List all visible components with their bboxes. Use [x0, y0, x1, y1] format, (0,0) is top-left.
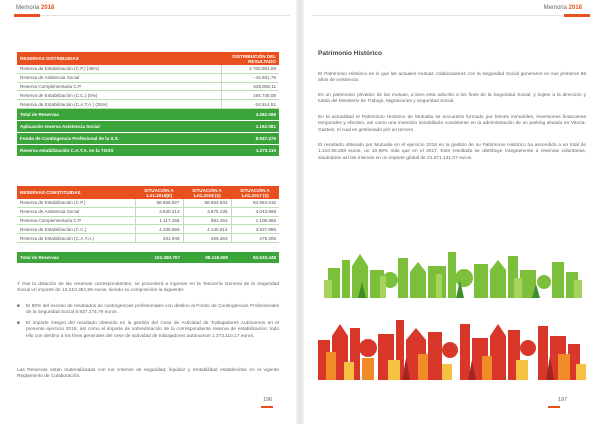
right-page-number-line — [548, 406, 560, 408]
table2-total-label: Total de Reservas — [17, 252, 135, 264]
table2-row-label: Reserva de Estabilización (C.A.T.A.) — [17, 234, 135, 243]
table2-row-label: Reserva de Asistencia Social — [17, 207, 135, 216]
table1-row — [17, 73, 279, 82]
memoria-label: Memoria — [16, 5, 40, 11]
table1-total-row — [17, 144, 279, 156]
table2-row-2018: 4.140.814 — [183, 225, 231, 234]
table2-header-label: RESERVAS CONSTITUIDAS — [17, 186, 135, 199]
table2-total-2018: 98.118.609 — [183, 252, 231, 264]
table2-spacer-row — [17, 242, 279, 252]
table1-header-label: RESERVAS DISTRIBUIDAS — [17, 52, 221, 65]
patrimonio-title: Patrimonio Histórico — [318, 50, 382, 57]
table2-row — [17, 199, 279, 207]
bullet-text: El 80% del exceso de resultados de contingencias profesionales con destino al Fondo de Contingencias Profesionales de la Seguridad Social 8.937.274,79 euros. — [26, 304, 279, 316]
table1-row — [17, 91, 279, 100]
table2-row-2018: 3.875.135 — [183, 207, 231, 216]
table2-row-2017: 479.205 — [231, 234, 279, 243]
right-paragraph-4: El resultado obtenido por Mutualia en el ejercicio 2018 en la gestión de su Patrimonio Histórico ha ascendido a un total de 1.310.99.258 euros, un 10,99% más que en el 2017. Este resultado se distribuye íntegramente a reservas voluntarias, situándose así las mismas en un importe global de 21.571.131,07 euros. — [318, 143, 586, 161]
table2-row-label: Reserva de Estabilización (C.C.) — [17, 225, 135, 234]
table1-row-value: 535.906,11 — [221, 82, 279, 91]
table1-row-value: -24.514,51 — [221, 100, 279, 109]
left-bullet-list — [17, 304, 279, 344]
table1-total-label: Reserva estabilización C.A.T.A. en la TGSS — [17, 144, 221, 156]
city-skyline-illustration — [318, 240, 588, 390]
table1-total-label: Aplicación reserva Asistencia Social — [17, 120, 221, 132]
right-paragraph-1: El Patrimonio Histórico es lo que las actuales mutuas colaboradoras con la Seguridad Social generaron en sus primeros 66 años de existencia. — [318, 72, 586, 84]
left-page — [0, 0, 298, 424]
table1-row-label: Reserva de Estabilización (C.C.) (5%) — [17, 91, 221, 100]
table2-total-2019: 102.380.707 — [135, 252, 183, 264]
bullet-dot: ■ — [17, 304, 20, 309]
right-page-number: 197 — [558, 397, 568, 403]
table1-row-label: Reserva Complementaria C.P. — [17, 82, 221, 91]
table2-row-2017: 84.963.515 — [231, 199, 279, 207]
table2-row-2019: 3.830.213 — [135, 207, 183, 216]
table1-row-value: - 44.921,78 — [221, 73, 279, 82]
table2-row-2019: 431.949 — [135, 234, 183, 243]
table1-total-label: Total de Reservas — [17, 108, 221, 120]
table2-header-2017: SITUACIÓN A 1.01.2017 (€) — [231, 186, 279, 199]
table2-row-2017: 4.043.868 — [231, 207, 279, 216]
table1-total-value: 1.273.110 — [221, 144, 279, 156]
header-memoria-left — [16, 5, 54, 11]
table2-row — [17, 216, 279, 225]
table2-row-2019: 4.335.559 — [135, 225, 183, 234]
table2-row — [17, 207, 279, 216]
table1-total-value: 8.937.275 — [221, 132, 279, 144]
table2-row — [17, 234, 279, 243]
table2-row-label: Reserva de Estabilización (C.P.) — [17, 199, 135, 207]
table2-row-label: Reserva Complementaria C.P. — [17, 216, 135, 225]
bullet-item — [17, 321, 279, 340]
table2-row-2018: 88.864.944 — [183, 199, 231, 207]
table1-total-row — [17, 108, 279, 120]
table2-row-2018: 456.463 — [183, 234, 231, 243]
right-paragraph-3: En la actualidad el Patrimonio Histórico de Mutualia se encuentra formado por bienes inmuebles, inversiones financieras temporales y efectivo, así como una inversión inmobiliaria consistente en la administración de un parking situado en Vitoria-Gasteiz, el cual es gestionado por un tercero. — [318, 115, 586, 133]
table1-total-row — [17, 132, 279, 144]
left-paragraph-2: Las Reservas están materializadas con los criterios de seguridad, liquidez y rentabilidad establecidos en el vigente Reglamento de Colaboración. — [17, 368, 279, 380]
table1-row-label: Reserva de Estabilización (C.P.) (45%) — [17, 65, 221, 73]
memoria-label: Memoria — [543, 5, 567, 11]
header-accent-right — [564, 14, 590, 17]
table2-row-2019: 1.117.159 — [135, 216, 183, 225]
header-rule-right — [312, 15, 590, 16]
table2-row — [17, 225, 279, 234]
table1-total-value: 4.262.098 — [221, 108, 279, 120]
header-accent-left — [14, 14, 40, 17]
bullet-text: El importe íntegro del resultado obtenido en la gestión del Cese de Actividad de Trabajadores Autónomos en el presente ejercicio 2018, así como el importe de sobredotación de la correspondiente reserva de estabilización; todo ello con destino a los fines generales del cese de actividad de trabajadores autónomos 1.273.110,17 euros. — [26, 320, 279, 339]
bullet-item — [17, 304, 279, 317]
left-page-number: 196 — [263, 397, 273, 403]
left-page-number-line — [261, 406, 273, 408]
reservas-distribuidas-table — [17, 52, 279, 157]
skyline-green-row — [328, 252, 578, 298]
memoria-year: 2018 — [41, 5, 55, 11]
table2-row-2017: 1.108.965 — [231, 216, 279, 225]
bullet-dot: ■ — [17, 320, 20, 326]
table1-header-value: DISTRIBUCIÓN DEL RESULTADO — [221, 52, 279, 65]
right-paragraph-2: Es un patrimonio privativo de las mutuas, a bien esta adscrito a los fines de la Seguridad Social, y sujeto a la dirección y tutela del Ministerio de Trabajo, Migraciones y Seguridad Social. — [318, 93, 586, 105]
table2-total-2017: 94.533.448 — [231, 252, 279, 264]
table1-row-value: 4.700.881,99 — [221, 65, 279, 73]
table1-row-label: Reserva de Asistencia Social — [17, 73, 221, 82]
table1-row — [17, 65, 279, 73]
table2-spacer-cell — [17, 242, 279, 252]
table1-row-value: 194.745,08 — [221, 91, 279, 100]
table1-total-value: 1.162.081 — [221, 120, 279, 132]
reservas-constituidas-table — [17, 186, 279, 264]
table2-row-2019: 98.665.827 — [135, 199, 183, 207]
header-rule-left — [14, 15, 290, 16]
table1-total-row — [17, 120, 279, 132]
table1-row — [17, 82, 279, 91]
memoria-year: 2018 — [568, 5, 582, 11]
header-memoria-right — [544, 5, 582, 11]
table2-row-2018: 981.253 — [183, 216, 231, 225]
table1-total-label: Fondo de Contingencia Profesional de la S.S. — [17, 132, 221, 144]
table1-row-label: Reserva de Estabilización (C.A.T.A.) (25%) — [17, 100, 221, 109]
table2-header-2018: SITUACIÓN A 1.01.2018 (€) — [183, 186, 231, 199]
table1-row — [17, 100, 279, 109]
table2-row-2017: 3.937.895 — [231, 225, 279, 234]
table2-header-2019: SITUACIÓN A 1.01.2019(€) — [135, 186, 183, 199]
left-paragraph-1: Y tras la dotación de las reservas correspondientes, se procederá a ingresar en la Tesorería General de la Seguridad Social un importe de 10.210.384,96 euros, siendo su composición la siguiente: — [17, 282, 279, 294]
table2-total-row — [17, 252, 279, 264]
